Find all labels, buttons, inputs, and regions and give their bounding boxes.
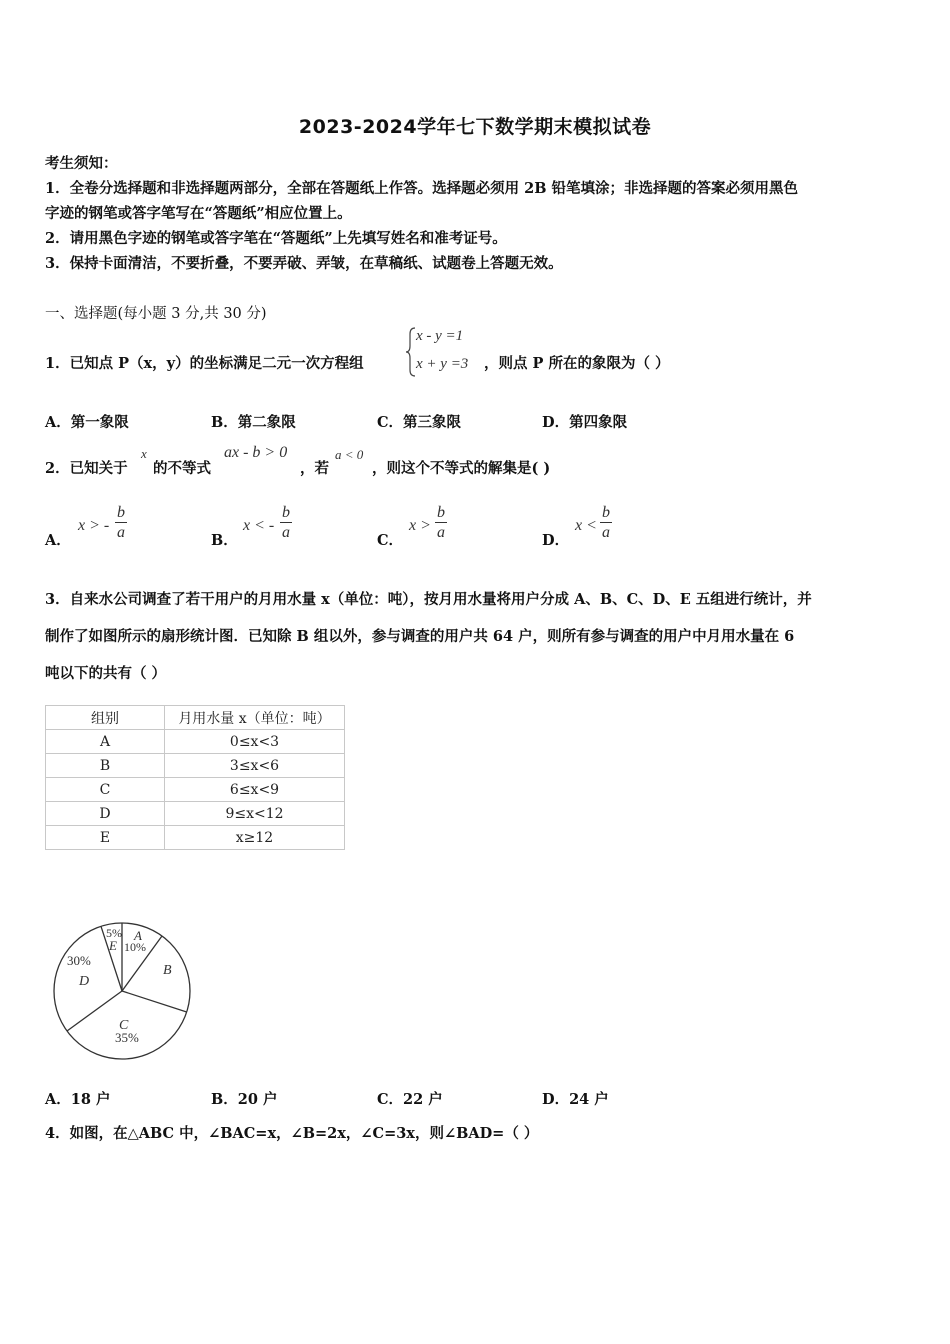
q1-option-b: B．第二象限	[211, 414, 296, 431]
fraction-numerator: b	[602, 504, 610, 521]
q2-option-d-fraction	[600, 504, 612, 543]
page-title: 2023-2024学年七下数学期末模拟试卷	[298, 116, 652, 138]
q1-option-d: D．第四象限	[542, 414, 628, 431]
q4-text: 4．如图，在△ABC 中，∠BAC=x，∠B=2x，∠C=3x，则∠BAD=（ ）	[45, 1125, 539, 1142]
group-table	[45, 705, 345, 850]
notice-line-2: 2．请用黑色字迹的钢笔或答字笔在“答题纸”上先填写姓名和准考证号。	[45, 230, 507, 247]
table-header-cell: 月用水量 x（单位：吨）	[165, 706, 345, 730]
q2-option-b-fraction	[280, 504, 292, 543]
q2-text-post: ，则这个不等式的解集是( )	[372, 460, 551, 477]
table-cell: E	[46, 826, 165, 850]
notice-line-1a: 1．全卷分选择题和非选择题两部分，全部在答题纸上作答。选择题必须用 2B 铅笔填涂；非选择题的答案必须用黑色	[45, 180, 799, 197]
q3-line-2: 制作了如图所示的扇形统计图．已知除 B 组以外，参与调查的用户共 64 户，则所有参与调查的用户中月用水量在 6	[45, 628, 795, 645]
q1-text-pre: 1．已知点 P（x，y）的坐标满足二元一次方程组	[45, 355, 364, 372]
q2-option-d-letter: D．	[542, 532, 570, 549]
table-row	[46, 730, 345, 754]
q3-line-3: 吨以下的共有（ ）	[45, 665, 167, 682]
q3-option-d: D．24 户	[542, 1091, 609, 1108]
q2-option-d-lhs: x <	[575, 517, 597, 534]
q1-equation-1: x - y =1	[416, 328, 464, 344]
pie-label-e-percent: 5%	[106, 926, 122, 940]
table-cell: 6≤x<9	[165, 778, 345, 802]
q2-option-a-fraction	[115, 504, 127, 543]
q3-option-c: C．22 户	[377, 1091, 443, 1108]
pie-label-c: C	[119, 1018, 129, 1033]
table-row	[46, 778, 345, 802]
q3-option-b: B．20 户	[211, 1091, 278, 1108]
table-row	[46, 754, 345, 778]
pie-label-b: B	[163, 963, 172, 978]
q2-text-mid2: ，若	[300, 460, 329, 477]
pie-slice-boundary-d	[67, 991, 122, 1031]
pie-label-a-percent: 10%	[124, 940, 146, 954]
pie-label-c-percent: 35%	[115, 1030, 139, 1045]
section-heading: 一、选择题(每小题 3 分,共 30 分)	[45, 306, 267, 322]
q1-option-a: A．第一象限	[45, 414, 129, 431]
q1-text-post: ，则点 P 所在的象限为（ ）	[484, 355, 670, 372]
table-cell: 9≤x<12	[165, 802, 345, 826]
pie-slice-boundary-c	[122, 991, 187, 1012]
table-cell: C	[46, 778, 165, 802]
fraction-denominator: a	[437, 524, 445, 541]
pie-chart	[48, 915, 198, 1065]
q2-inequality: ax - b > 0	[224, 444, 288, 461]
q2-option-c-fraction	[435, 504, 447, 543]
table-cell: D	[46, 802, 165, 826]
fraction-numerator: b	[117, 504, 125, 521]
q2-text-pre: 2．已知关于	[45, 460, 128, 477]
q1-equation-2: x + y =3	[416, 356, 469, 372]
fraction-numerator: b	[282, 504, 290, 521]
q2-option-b-lhs: x < -	[243, 517, 275, 534]
q1-option-c: C．第三象限	[377, 414, 462, 431]
q2-text-mid1: 的不等式	[153, 460, 211, 477]
q2-option-c-lhs: x >	[409, 517, 431, 534]
table-cell: B	[46, 754, 165, 778]
q2-option-b-letter: B．	[211, 532, 238, 549]
fraction-denominator: a	[117, 524, 125, 541]
table-cell: 3≤x<6	[165, 754, 345, 778]
fraction-denominator: a	[282, 524, 290, 541]
table-cell: A	[46, 730, 165, 754]
table-cell: x≥12	[165, 826, 345, 850]
table-cell: 0≤x<3	[165, 730, 345, 754]
notice-line-1b: 字迹的钢笔或答字笔写在“答题纸”相应位置上。	[45, 205, 352, 222]
pie-label-a: A	[134, 928, 142, 943]
q2-option-a-letter: A．	[45, 532, 71, 549]
table-header-row	[46, 706, 345, 730]
notice-line-3: 3．保持卡面清洁，不要折叠，不要弄破、弄皱，在草稿纸、试题卷上答题无效。	[45, 255, 563, 272]
fraction-denominator: a	[602, 524, 610, 541]
q3-option-a: A．18 户	[45, 1091, 111, 1108]
q2-option-c-letter: C．	[377, 532, 404, 549]
pie-label-e: E	[109, 938, 117, 953]
table-row	[46, 802, 345, 826]
table-row	[46, 826, 345, 850]
pie-label-d: D	[79, 974, 90, 989]
q2-option-a-lhs: x > -	[78, 517, 110, 534]
pie-label-d-percent: 30%	[67, 953, 91, 968]
q2-var-x: x	[141, 446, 147, 461]
notice-heading: 考生须知：	[45, 155, 118, 172]
q2-condition: a < 0	[335, 447, 364, 462]
fraction-numerator: b	[437, 504, 445, 521]
q3-line-1: 3．自来水公司调查了若干用户的月用水量 x（单位：吨），按月用水量将用户分成 A、B、C、D、E 五组进行统计，并	[45, 591, 812, 608]
table-header-cell: 组别	[46, 706, 165, 730]
